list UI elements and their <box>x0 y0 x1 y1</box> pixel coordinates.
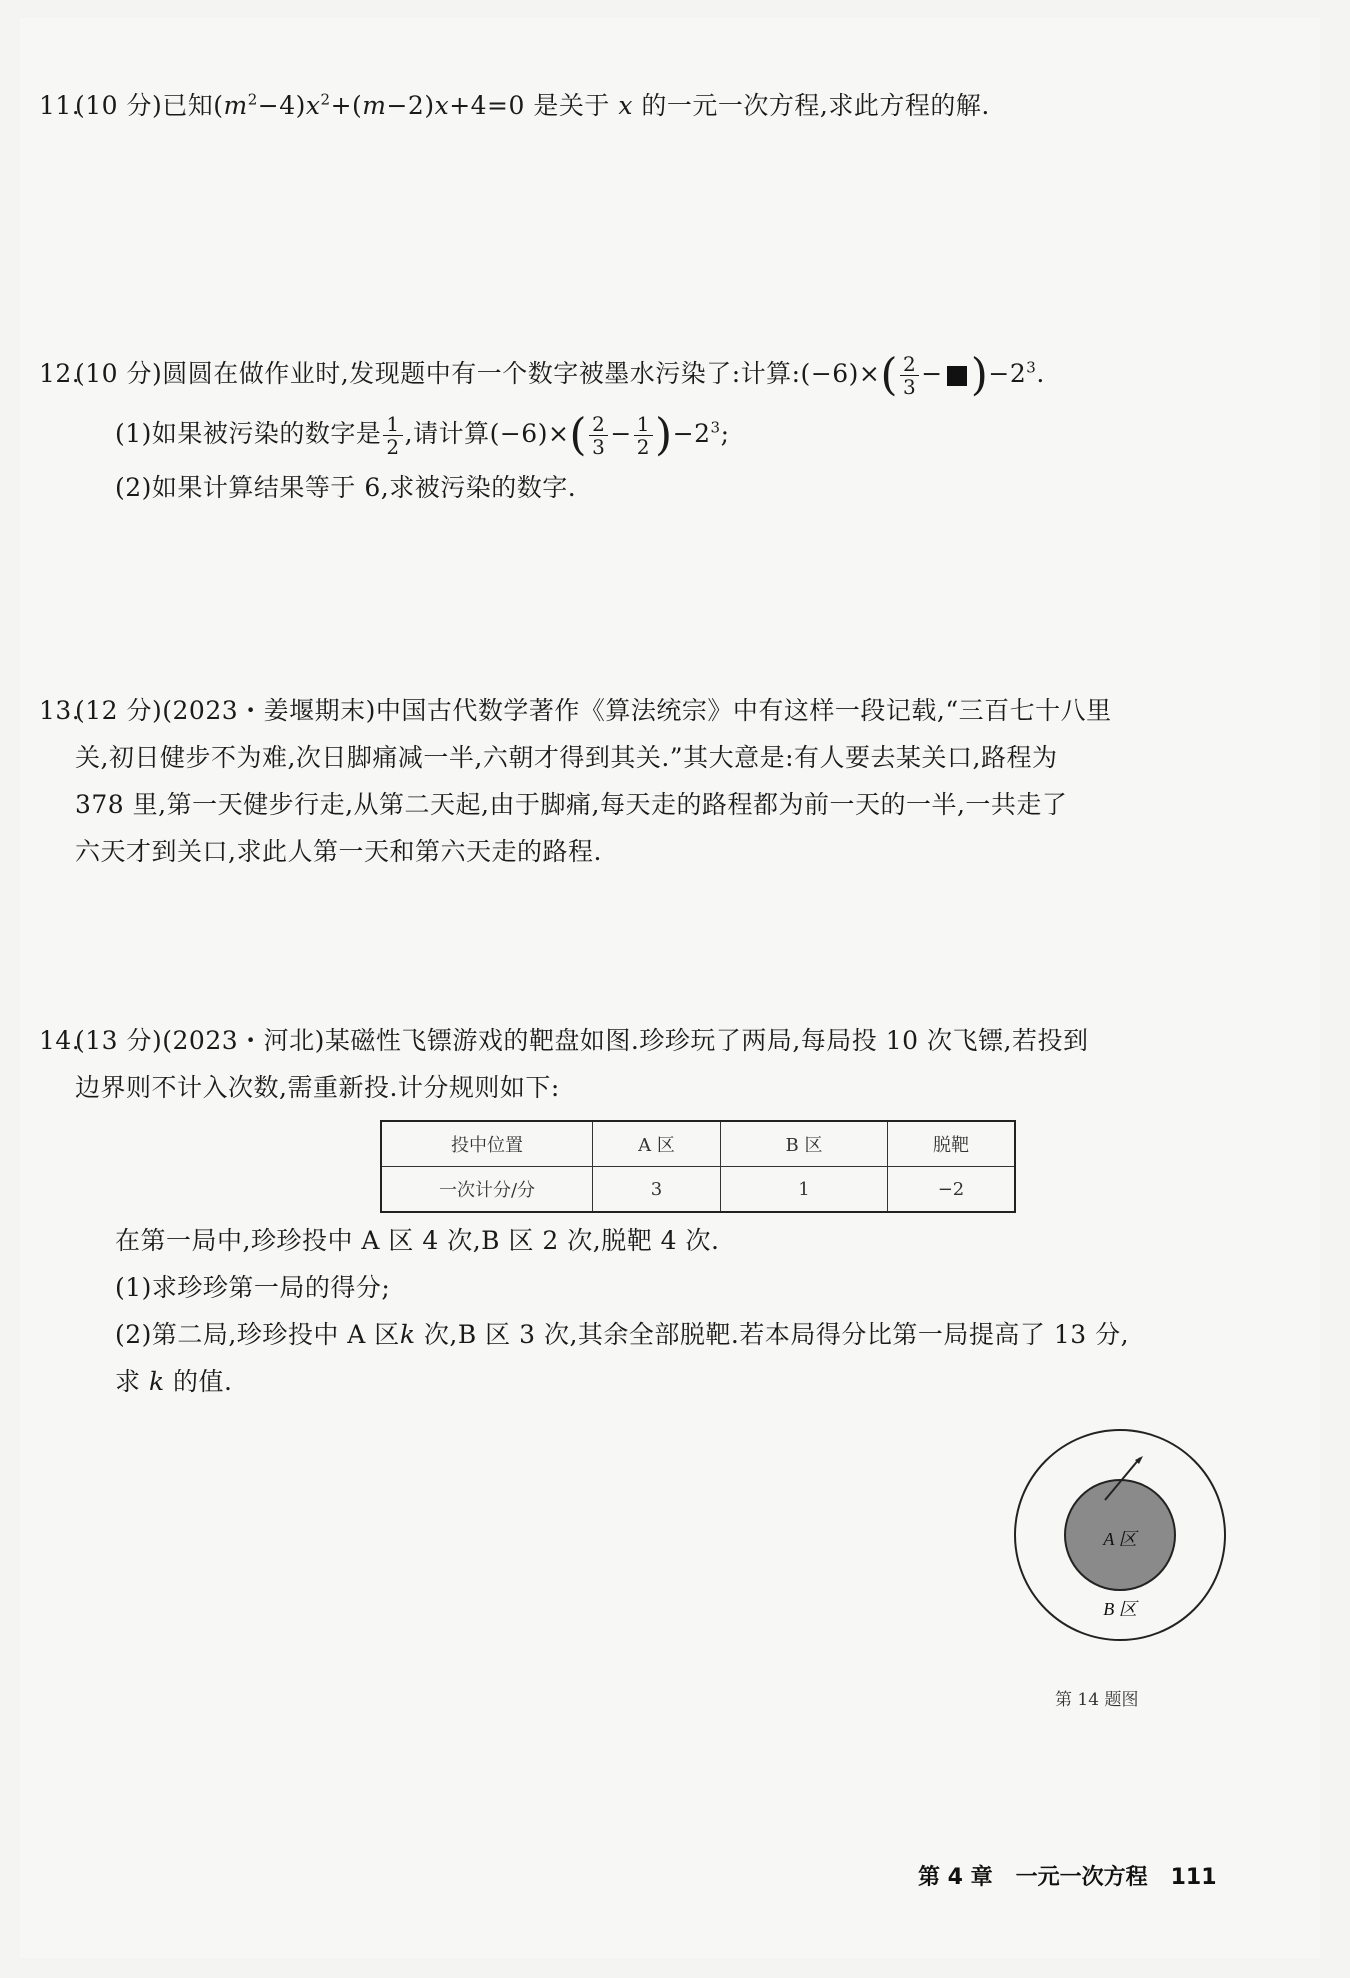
question-number: 11. <box>39 91 81 120</box>
question-12-part-1: (1)如果被污染的数字是 $\frac{1}{2}$ ,请计算(−6)×( $\frac{2}{3}$ − $\frac{1}{2}$ )$-2^3$; <box>115 409 730 461</box>
chapter-label: 第 4 章 <box>918 1865 993 1890</box>
dartboard-figure <box>1010 1420 1230 1700</box>
question-12-part-2: (2)如果计算结果等于 6,求被污染的数字. <box>115 473 577 502</box>
question-14: 14.(13 分)(2023・河北)某磁性飞镖游戏的靶盘如图.珍珍玩了两局,每局投 10 次飞镖,若投到 边界则不计入次数,需重新投.计分规则如下: <box>39 1026 1089 1102</box>
fraction: $\frac{1}{2}$ <box>634 413 653 458</box>
question-11: 11.(10 分)已知$(m^2-4)x^2+(m-2)x+4=0$ 是关于 x 的一元一次方程,求此方程的解. <box>75 82 1235 129</box>
scoring-table <box>380 1120 1016 1213</box>
figure-caption: 第 14 题图 <box>1055 1690 1139 1710</box>
question-13: 13.(12 分)(2023・姜堰期末)中国古代数学著作《算法统宗》中有这样一段记载,“三百七十八里 关,初日健步不为难,次日脚痛减一半,六朝才得到其关.”其大意是:有人要去某关口,路程为 378 里,第一天健步行走,从第二天起,由于脚痛,每天走的路程都为前一天的一半,一共走了 六天才到关口,求此人第一天和第六天走的路程. <box>39 696 1112 866</box>
fraction: $\frac{1}{2}$ <box>383 413 402 458</box>
fraction: $\frac{2}{3}$ <box>900 353 919 398</box>
chapter-title: 一元一次方程 <box>1015 1865 1148 1890</box>
question-12-stem: 12.(10 分)圆圆在做作业时,发现题中有一个数字被墨水污染了:计算:(−6)×( $\frac{2}{3}$ − )$-2^3$. <box>39 349 1045 401</box>
label-b-zone: B 区 <box>1103 1599 1137 1619</box>
question-12 <box>39 349 1235 511</box>
label-a-zone: A 区 <box>1103 1529 1137 1549</box>
table-row: 一次计分/分 3 1 −2 <box>381 1167 1015 1213</box>
question-14-parts: 在第一局中,珍珍投中 A 区 4 次,B 区 2 次,脱靶 4 次. (1)求珍珍第一局的得分; (2)第二局,珍珍投中 A 区k 次,B 区 3 次,其余全部脱靶.若本局得分比第一局提高了 13 分, 求 k 的值. <box>115 1226 1130 1396</box>
table-row: 投中位置 A 区 B 区 脱靶 <box>381 1121 1015 1167</box>
dartboard-svg <box>1010 1420 1230 1680</box>
ink-blot <box>947 366 967 386</box>
page-number: 111 <box>1170 1865 1217 1890</box>
page-footer <box>918 1860 1217 1891</box>
fraction: $\frac{2}{3}$ <box>589 413 608 458</box>
